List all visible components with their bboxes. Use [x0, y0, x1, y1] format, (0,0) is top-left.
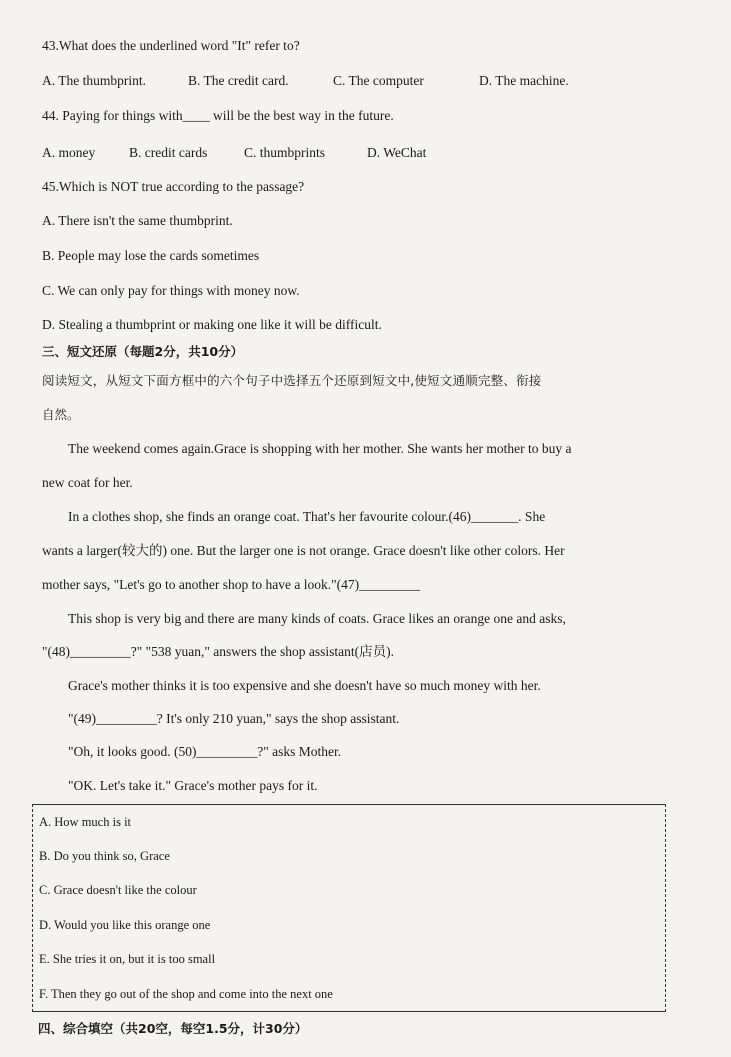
passage-line-11: "OK. Let's take it." Grace's mother pays for it.: [68, 778, 318, 793]
question-45-option-c: C. We can only pay for things with money now.: [42, 283, 300, 298]
passage-line-7: "(48)_________?" "538 yuan," answers the shop assistant(店员).: [42, 644, 394, 659]
option-c: C. thumbprints: [244, 145, 326, 160]
option-a: A. money: [42, 145, 96, 160]
box-option-a: A. How much is it: [39, 815, 132, 829]
section-3-instructions-line2: 自然。: [42, 407, 80, 422]
passage-line-6: This shop is very big and there are many kinds of coats. Grace likes an orange one and asks,: [68, 611, 566, 626]
box-option-b: B. Do you think so, Grace: [39, 849, 170, 863]
passage-line-5: mother says, "Let's go to another shop to have a look."(47)_________: [42, 577, 420, 592]
box-option-e: E. She tries it on, but it is too small: [39, 952, 216, 966]
option-a: A. The thumbprint.: [42, 73, 146, 88]
option-d: D. WeChat: [367, 145, 427, 160]
passage-line-1: The weekend comes again.Grace is shopping with her mother. She wants her mother to buy a: [68, 441, 572, 456]
passage-line-9: "(49)_________? It's only 210 yuan," says the shop assistant.: [68, 711, 400, 726]
question-43-stem: 43.What does the underlined word "It" refer to?: [42, 38, 300, 53]
box-option-c: C. Grace doesn't like the colour: [39, 883, 197, 897]
question-45-option-b: B. People may lose the cards sometimes: [42, 248, 260, 263]
section-3-instructions-line1: 阅读短文，从短文下面方框中的六个句子中选择五个还原到短文中,使短文通顺完整、衔接: [42, 373, 542, 388]
question-45-option-d: D. Stealing a thumbprint or making one like it will be difficult.: [42, 317, 382, 332]
question-44-options: [42, 144, 426, 162]
section-4-heading: 四、综合填空（共20空，每空1.5分，计30分）: [38, 1021, 308, 1036]
option-d: D. The machine.: [479, 73, 569, 88]
question-44-stem: 44. Paying for things with____ will be the best way in the future.: [42, 108, 394, 123]
box-option-f: F. Then they go out of the shop and come into the next one: [39, 987, 333, 1001]
option-c: C. The computer: [333, 73, 424, 88]
passage-line-2: new coat for her.: [42, 475, 133, 490]
passage-line-10: "Oh, it looks good. (50)_________?" asks Mother.: [68, 744, 342, 759]
question-43-options: [42, 72, 569, 90]
section-3-heading: 三、短文还原（每题2分，共10分）: [42, 344, 244, 359]
passage-line-8: Grace's mother thinks it is too expensive and she doesn't have so much money with her.: [68, 678, 541, 693]
option-b: B. The credit card.: [188, 73, 289, 88]
box-option-d: D. Would you like this orange one: [39, 918, 211, 932]
question-45-option-a: A. There isn't the same thumbprint.: [42, 213, 233, 228]
sentence-options-box: [32, 804, 666, 1012]
passage-line-3: In a clothes shop, she finds an orange coat. That's her favourite colour.(46)_______. She: [68, 509, 546, 524]
option-b: B. credit cards: [129, 145, 208, 160]
question-45-stem: 45.Which is NOT true according to the passage?: [42, 179, 305, 194]
passage-line-4: wants a larger(较大的) one. But the larger one is not orange. Grace doesn't like other colors. Her: [42, 543, 565, 558]
